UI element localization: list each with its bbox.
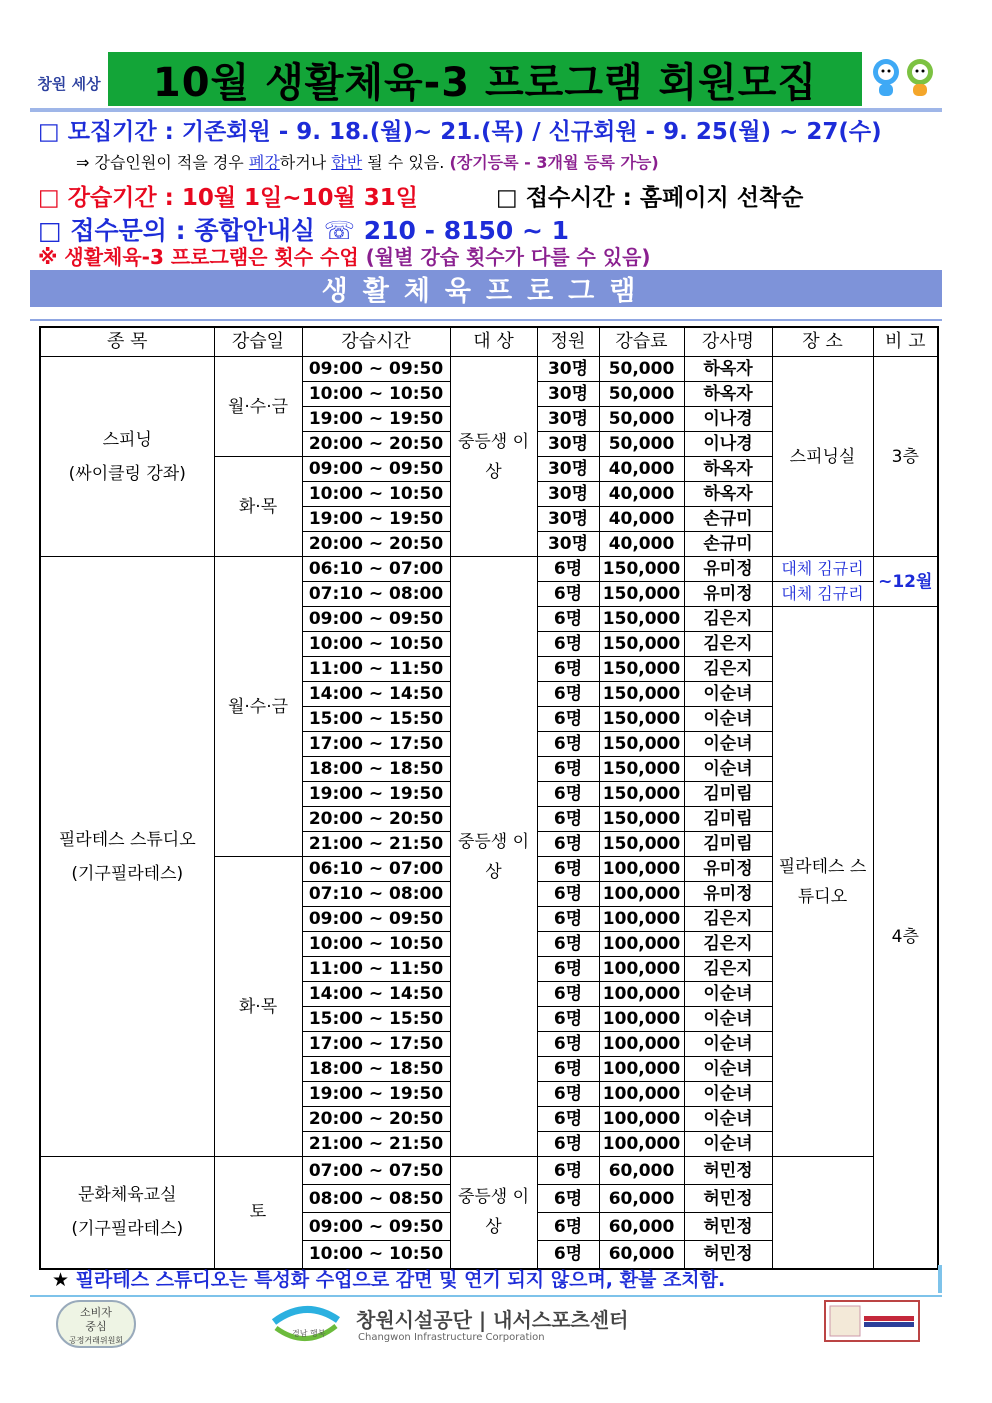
instructor: 이순녀 <box>684 1057 772 1082</box>
instructor: 유미정 <box>684 582 772 607</box>
capacity: 6명 <box>537 957 599 982</box>
instructor: 김은지 <box>684 907 772 932</box>
long-term-note: (장기등록 - 3개월 등록 가능) <box>449 153 659 172</box>
class-time: 17:00 ~ 17:50 <box>302 1032 450 1057</box>
class-time: 09:00 ~ 09:50 <box>302 357 450 382</box>
fee: 50,000 <box>599 407 684 432</box>
footnote-text: 필라테스 스튜디오는 특성화 수업으로 감면 및 연기 되지 않으며, 환불 조치함. <box>75 1269 726 1291</box>
fee: 60,000 <box>599 1213 684 1241</box>
capacity: 30명 <box>537 507 599 532</box>
recruit-period: □ 모집기간 : 기존회원 - 9. 18.(월)~ 21.(목) / 신규회원 - 9. 25(월) ~ 27(수) <box>38 119 882 145</box>
cancel-notice-c: 될 수 있음. <box>362 153 450 172</box>
class-time: 10:00 ~ 10:50 <box>302 1241 450 1269</box>
capacity: 6명 <box>537 1057 599 1082</box>
instructor: 하옥자 <box>684 382 772 407</box>
fee: 100,000 <box>599 957 684 982</box>
table-row <box>40 357 938 382</box>
class-time: 21:00 ~ 21:50 <box>302 1132 450 1157</box>
class-time: 20:00 ~ 20:50 <box>302 532 450 557</box>
spinning-category <box>40 357 214 557</box>
class-time: 07:00 ~ 07:50 <box>302 1157 450 1185</box>
fee: 100,000 <box>599 882 684 907</box>
fee: 150,000 <box>599 807 684 832</box>
class-time: 18:00 ~ 18:50 <box>302 757 450 782</box>
banner-rule <box>30 319 942 321</box>
header-target: 대 상 <box>450 327 537 357</box>
pilates-place: 필라테스 스튜디오 <box>772 607 873 1157</box>
capacity: 6명 <box>537 1007 599 1032</box>
instructor: 하옥자 <box>684 357 772 382</box>
fee: 150,000 <box>599 557 684 582</box>
capacity: 30명 <box>537 432 599 457</box>
capacity: 6명 <box>537 857 599 882</box>
instructor: 김은지 <box>684 607 772 632</box>
instructor: 이나경 <box>684 407 772 432</box>
cancel-notice-b: 하거나 <box>279 153 332 172</box>
table-row <box>40 557 938 582</box>
instructor: 이순녀 <box>684 1107 772 1132</box>
culture-category-line1: 문화체육교실 <box>77 1185 177 1206</box>
fee: 40,000 <box>599 457 684 482</box>
section-banner <box>30 270 942 307</box>
section-banner-text: 생활체육프로그램 <box>321 276 651 307</box>
fee: 150,000 <box>599 582 684 607</box>
session-notice-a: ※ 생활체육-3 프로그램은 횟수 수업 <box>38 245 366 269</box>
capacity: 6명 <box>537 807 599 832</box>
instructor: 김은지 <box>684 657 772 682</box>
fee: 150,000 <box>599 732 684 757</box>
table-row <box>40 1157 938 1185</box>
fee: 100,000 <box>599 1057 684 1082</box>
substitute-note-2: 대체 김규리 <box>772 582 873 607</box>
instructor: 이순녀 <box>684 1082 772 1107</box>
header-days: 강습일 <box>214 327 302 357</box>
capacity: 6명 <box>537 1082 599 1107</box>
corp-name-en: Changwon Infrastructure Corporation <box>358 1332 545 1343</box>
header-fee: 강습료 <box>599 327 684 357</box>
fee: 150,000 <box>599 607 684 632</box>
class-time: 09:00 ~ 09:50 <box>302 457 450 482</box>
capacity: 6명 <box>537 582 599 607</box>
page-title-text: 10월 생활체육-3 프로그램 회원모집 <box>152 59 818 106</box>
class-time: 19:00 ~ 19:50 <box>302 782 450 807</box>
capacity: 30명 <box>537 457 599 482</box>
capacity: 6명 <box>537 932 599 957</box>
class-time: 15:00 ~ 15:50 <box>302 1007 450 1032</box>
instructor: 이나경 <box>684 432 772 457</box>
header-instructor: 강사명 <box>684 327 772 357</box>
fee: 150,000 <box>599 782 684 807</box>
capacity: 6명 <box>537 707 599 732</box>
certification-mark <box>824 1300 920 1342</box>
capacity: 6명 <box>537 1107 599 1132</box>
fee: 60,000 <box>599 1157 684 1185</box>
pilates-days-tt: 화·목 <box>214 857 302 1157</box>
class-time: 10:00 ~ 10:50 <box>302 482 450 507</box>
class-time: 19:00 ~ 19:50 <box>302 407 450 432</box>
instructor: 김미림 <box>684 832 772 857</box>
program-table <box>39 326 939 1270</box>
class-time: 20:00 ~ 20:50 <box>302 432 450 457</box>
pilates-floor: 4층 <box>873 607 938 1269</box>
fee: 150,000 <box>599 707 684 732</box>
instructor: 허민정 <box>684 1185 772 1213</box>
capacity: 6명 <box>537 757 599 782</box>
fee: 100,000 <box>599 857 684 882</box>
footer-rule <box>30 1295 942 1297</box>
class-time: 15:00 ~ 15:50 <box>302 707 450 732</box>
corp-name: 창원시설공단 | 내서스포츠센터 <box>356 1308 629 1332</box>
instructor: 이순녀 <box>684 1132 772 1157</box>
fee: 50,000 <box>599 432 684 457</box>
instructor: 이순녀 <box>684 1007 772 1032</box>
header-rule <box>30 108 942 112</box>
fee: 150,000 <box>599 757 684 782</box>
capacity: 6명 <box>537 682 599 707</box>
instructor: 손규미 <box>684 507 772 532</box>
pilates-days-mwf: 월·수·금 <box>214 557 302 857</box>
instructor: 유미정 <box>684 857 772 882</box>
badge-line1: 소비자 <box>80 1306 112 1319</box>
class-time: 19:00 ~ 19:50 <box>302 507 450 532</box>
class-time: 11:00 ~ 11:50 <box>302 657 450 682</box>
fee: 40,000 <box>599 532 684 557</box>
instructor: 이순녀 <box>684 732 772 757</box>
spinning-days-tt: 화·목 <box>214 457 302 557</box>
culture-days: 토 <box>214 1157 302 1269</box>
pilates-category <box>40 557 214 1157</box>
class-time: 19:00 ~ 19:50 <box>302 1082 450 1107</box>
fee: 150,000 <box>599 657 684 682</box>
corp-logo-icon <box>266 1302 346 1346</box>
fee: 100,000 <box>599 907 684 932</box>
instructor: 김미림 <box>684 782 772 807</box>
fee: 50,000 <box>599 357 684 382</box>
instructor: 이순녀 <box>684 682 772 707</box>
instructor: 이순녀 <box>684 757 772 782</box>
spinning-place: 스피닝실 <box>772 357 873 557</box>
fee: 40,000 <box>599 482 684 507</box>
class-time: 10:00 ~ 10:50 <box>302 632 450 657</box>
table-header-row <box>40 327 938 357</box>
class-time: 09:00 ~ 09:50 <box>302 1213 450 1241</box>
capacity: 6명 <box>537 557 599 582</box>
instructor: 허민정 <box>684 1213 772 1241</box>
class-time: 20:00 ~ 20:50 <box>302 807 450 832</box>
fee: 50,000 <box>599 382 684 407</box>
footnote <box>30 1265 942 1293</box>
instructor: 이순녀 <box>684 707 772 732</box>
class-time: 09:00 ~ 09:50 <box>302 907 450 932</box>
cancel-notice-u2: 합반 <box>331 153 363 172</box>
instructor: 허민정 <box>684 1157 772 1185</box>
capacity: 30명 <box>537 532 599 557</box>
capacity: 30명 <box>537 407 599 432</box>
fee: 60,000 <box>599 1241 684 1269</box>
header-category: 종 목 <box>40 327 214 357</box>
capacity: 6명 <box>537 1185 599 1213</box>
until-december-note: ~12월 <box>873 557 938 607</box>
session-notice-b: (월별 강습 횟수가 다를 수 있음) <box>365 245 651 269</box>
fee: 100,000 <box>599 1132 684 1157</box>
instructor: 김은지 <box>684 932 772 957</box>
class-time: 08:00 ~ 08:50 <box>302 1185 450 1213</box>
fee: 150,000 <box>599 832 684 857</box>
class-time: 18:00 ~ 18:50 <box>302 1057 450 1082</box>
spinning-floor: 3층 <box>873 357 938 557</box>
capacity: 6명 <box>537 1213 599 1241</box>
badge-line2: 중심 <box>85 1320 107 1333</box>
fee: 100,000 <box>599 1032 684 1057</box>
fee: 100,000 <box>599 1107 684 1132</box>
instructor: 이순녀 <box>684 1032 772 1057</box>
consumer-badge <box>56 1300 136 1348</box>
empty-place <box>772 1157 873 1269</box>
capacity: 6명 <box>537 907 599 932</box>
star-icon: ★ <box>52 1269 70 1291</box>
class-time: 07:10 ~ 08:00 <box>302 582 450 607</box>
header-capacity: 정원 <box>537 327 599 357</box>
capacity: 6명 <box>537 832 599 857</box>
class-period: □ 강습기간 : 10월 1일~10월 31일 <box>38 185 419 211</box>
instructor: 김은지 <box>684 957 772 982</box>
class-time: 20:00 ~ 20:50 <box>302 1107 450 1132</box>
class-time: 09:00 ~ 09:50 <box>302 607 450 632</box>
pilates-category-line1: 필라테스 스튜디오 <box>58 829 196 850</box>
capacity: 6명 <box>537 657 599 682</box>
class-time: 07:10 ~ 08:00 <box>302 882 450 907</box>
instructor: 김은지 <box>684 632 772 657</box>
corp-logo-text: 경남 행복 <box>292 1329 326 1338</box>
inquiry-phone: □ 접수문의 : 종합안내실 ☏ 210 - 8150 ~ 1 <box>38 216 570 245</box>
class-time: 10:00 ~ 10:50 <box>302 382 450 407</box>
spinning-category-line1: 스피닝 <box>102 429 152 450</box>
instructor: 김미림 <box>684 807 772 832</box>
capacity: 6명 <box>537 1241 599 1269</box>
spinning-days-mwf: 월·수·금 <box>214 357 302 457</box>
class-time: 06:10 ~ 07:00 <box>302 857 450 882</box>
class-time: 17:00 ~ 17:50 <box>302 732 450 757</box>
capacity: 6명 <box>537 782 599 807</box>
class-time: 14:00 ~ 14:50 <box>302 982 450 1007</box>
fee: 100,000 <box>599 932 684 957</box>
instructor: 하옥자 <box>684 482 772 507</box>
cert-icon <box>826 1302 918 1340</box>
capacity: 30명 <box>537 482 599 507</box>
capacity: 6명 <box>537 982 599 1007</box>
badge-line3: 공정거래위원회 <box>68 1336 124 1345</box>
header-place: 장 소 <box>772 327 873 357</box>
header-time: 강습시간 <box>302 327 450 357</box>
class-time: 11:00 ~ 11:50 <box>302 957 450 982</box>
fee: 100,000 <box>599 1007 684 1032</box>
culture-target: 중등생 이 상 <box>450 1157 537 1269</box>
city-logo-text: 창원 세상 <box>37 74 101 93</box>
substitute-note-1: 대체 김규리 <box>772 557 873 582</box>
capacity: 6명 <box>537 1132 599 1157</box>
cancel-notice-u1: 폐강 <box>248 153 280 172</box>
mascot-icon <box>866 50 942 100</box>
session-notice <box>38 241 651 270</box>
pilates-target: 중등생 이 상 <box>450 557 537 1157</box>
fee: 40,000 <box>599 507 684 532</box>
city-logo <box>36 60 102 106</box>
fee: 150,000 <box>599 632 684 657</box>
capacity: 6명 <box>537 632 599 657</box>
cancel-notice <box>76 150 659 173</box>
capacity: 30명 <box>537 382 599 407</box>
fee: 60,000 <box>599 1185 684 1213</box>
instructor: 유미정 <box>684 557 772 582</box>
capacity: 6명 <box>537 882 599 907</box>
spinning-target: 중등생 이 상 <box>450 357 537 557</box>
fee: 100,000 <box>599 982 684 1007</box>
class-time: 06:10 ~ 07:00 <box>302 557 450 582</box>
capacity: 30명 <box>537 357 599 382</box>
instructor: 하옥자 <box>684 457 772 482</box>
page-title <box>108 52 862 106</box>
class-time: 14:00 ~ 14:50 <box>302 682 450 707</box>
header-note: 비 고 <box>873 327 938 357</box>
fee: 150,000 <box>599 682 684 707</box>
reception-time: □ 접수시간 : 홈페이지 선착순 <box>496 185 804 211</box>
capacity: 6명 <box>537 1157 599 1185</box>
capacity: 6명 <box>537 732 599 757</box>
cancel-notice-a: ⇒ 강습인원이 적을 경우 <box>76 153 249 172</box>
culture-category <box>40 1157 214 1269</box>
instructor: 허민정 <box>684 1241 772 1269</box>
class-time: 10:00 ~ 10:50 <box>302 932 450 957</box>
spinning-category-line2: (싸이클링 강좌) <box>68 463 186 484</box>
class-time: 21:00 ~ 21:50 <box>302 832 450 857</box>
instructor: 유미정 <box>684 882 772 907</box>
corporation-logo <box>266 1302 706 1346</box>
instructor: 이순녀 <box>684 982 772 1007</box>
instructor: 손규미 <box>684 532 772 557</box>
capacity: 6명 <box>537 1032 599 1057</box>
pilates-category-line2: (기구필라테스) <box>71 863 184 884</box>
fee: 100,000 <box>599 1082 684 1107</box>
capacity: 6명 <box>537 607 599 632</box>
culture-category-line2: (기구필라테스) <box>71 1219 184 1240</box>
